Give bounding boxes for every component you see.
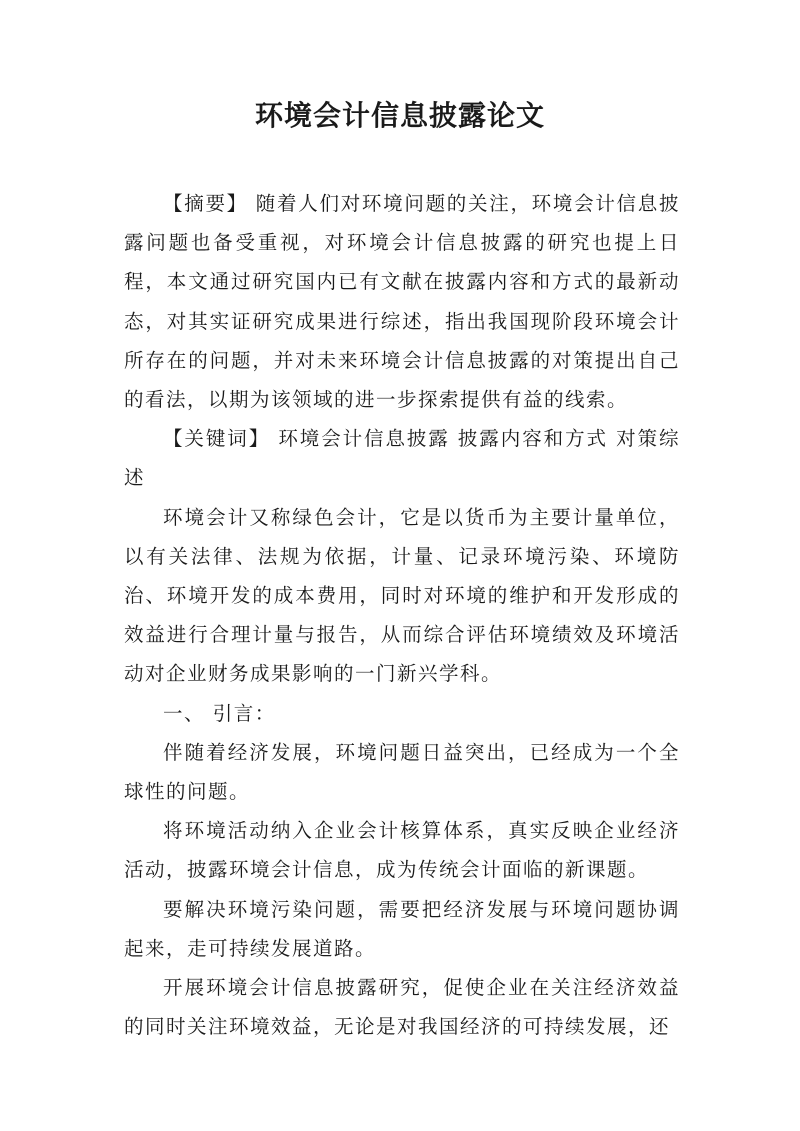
section-heading-introduction: 一、 引言： (163, 701, 276, 725)
abstract-text: 随着人们对环境问题的关注，环境会计信息披露问题也备受重视，对环境会计信息披露的研究也提上日程，本文通过研究国内已有文献在披露内容和方式的最新动态，对其实证研究成果进行综述，指出我国现阶段环境会计所存在的问题，并对未来环境会计信息披露的对策提出自己的看法，以期为该领域的进一步探索提供有益的线索。 (124, 192, 680, 412)
keywords-paragraph (124, 419, 680, 497)
body-paragraph-definition: 环境会计又称绿色会计，它是以货币为主要计量单位，以有关法律、法规为依据，计量、记录环境污染、环境防治、环境开发的成本费用，同时对环境的维护和开发形成的效益进行合理计量与报告，从而综合评估环境绩效及环境活动对企业财务成果影响的一门新兴学科。 (124, 505, 680, 686)
abstract-paragraph (124, 184, 680, 419)
abstract-label: 【摘要】 (163, 192, 248, 215)
body-paragraph-intro-3: 要解决环境污染问题，需要把经济发展与环境问题协调起来，走可持续发展道路。 (124, 897, 680, 960)
keywords-text: 环境会计信息披露 披露内容和方式 对策综述 (124, 427, 680, 490)
body-paragraph-intro-1: 伴随着经济发展，环境问题日益突出，已经成为一个全球性的问题。 (124, 740, 680, 804)
document-title: 环境会计信息披露论文 (254, 99, 545, 132)
body-paragraph-intro-4: 开展环境会计信息披露研究，促使企业在关注经济效益的同时关注环境效益，无论是对我国经济的可持续发展，还 (124, 976, 680, 1039)
body-paragraph-intro-2: 将环境活动纳入企业会计核算体系，真实反映企业经济活动，披露环境会计信息，成为传统会计面临的新课题。 (124, 819, 680, 882)
document-body (124, 184, 680, 1046)
keywords-label: 【关键词】 (163, 427, 271, 451)
